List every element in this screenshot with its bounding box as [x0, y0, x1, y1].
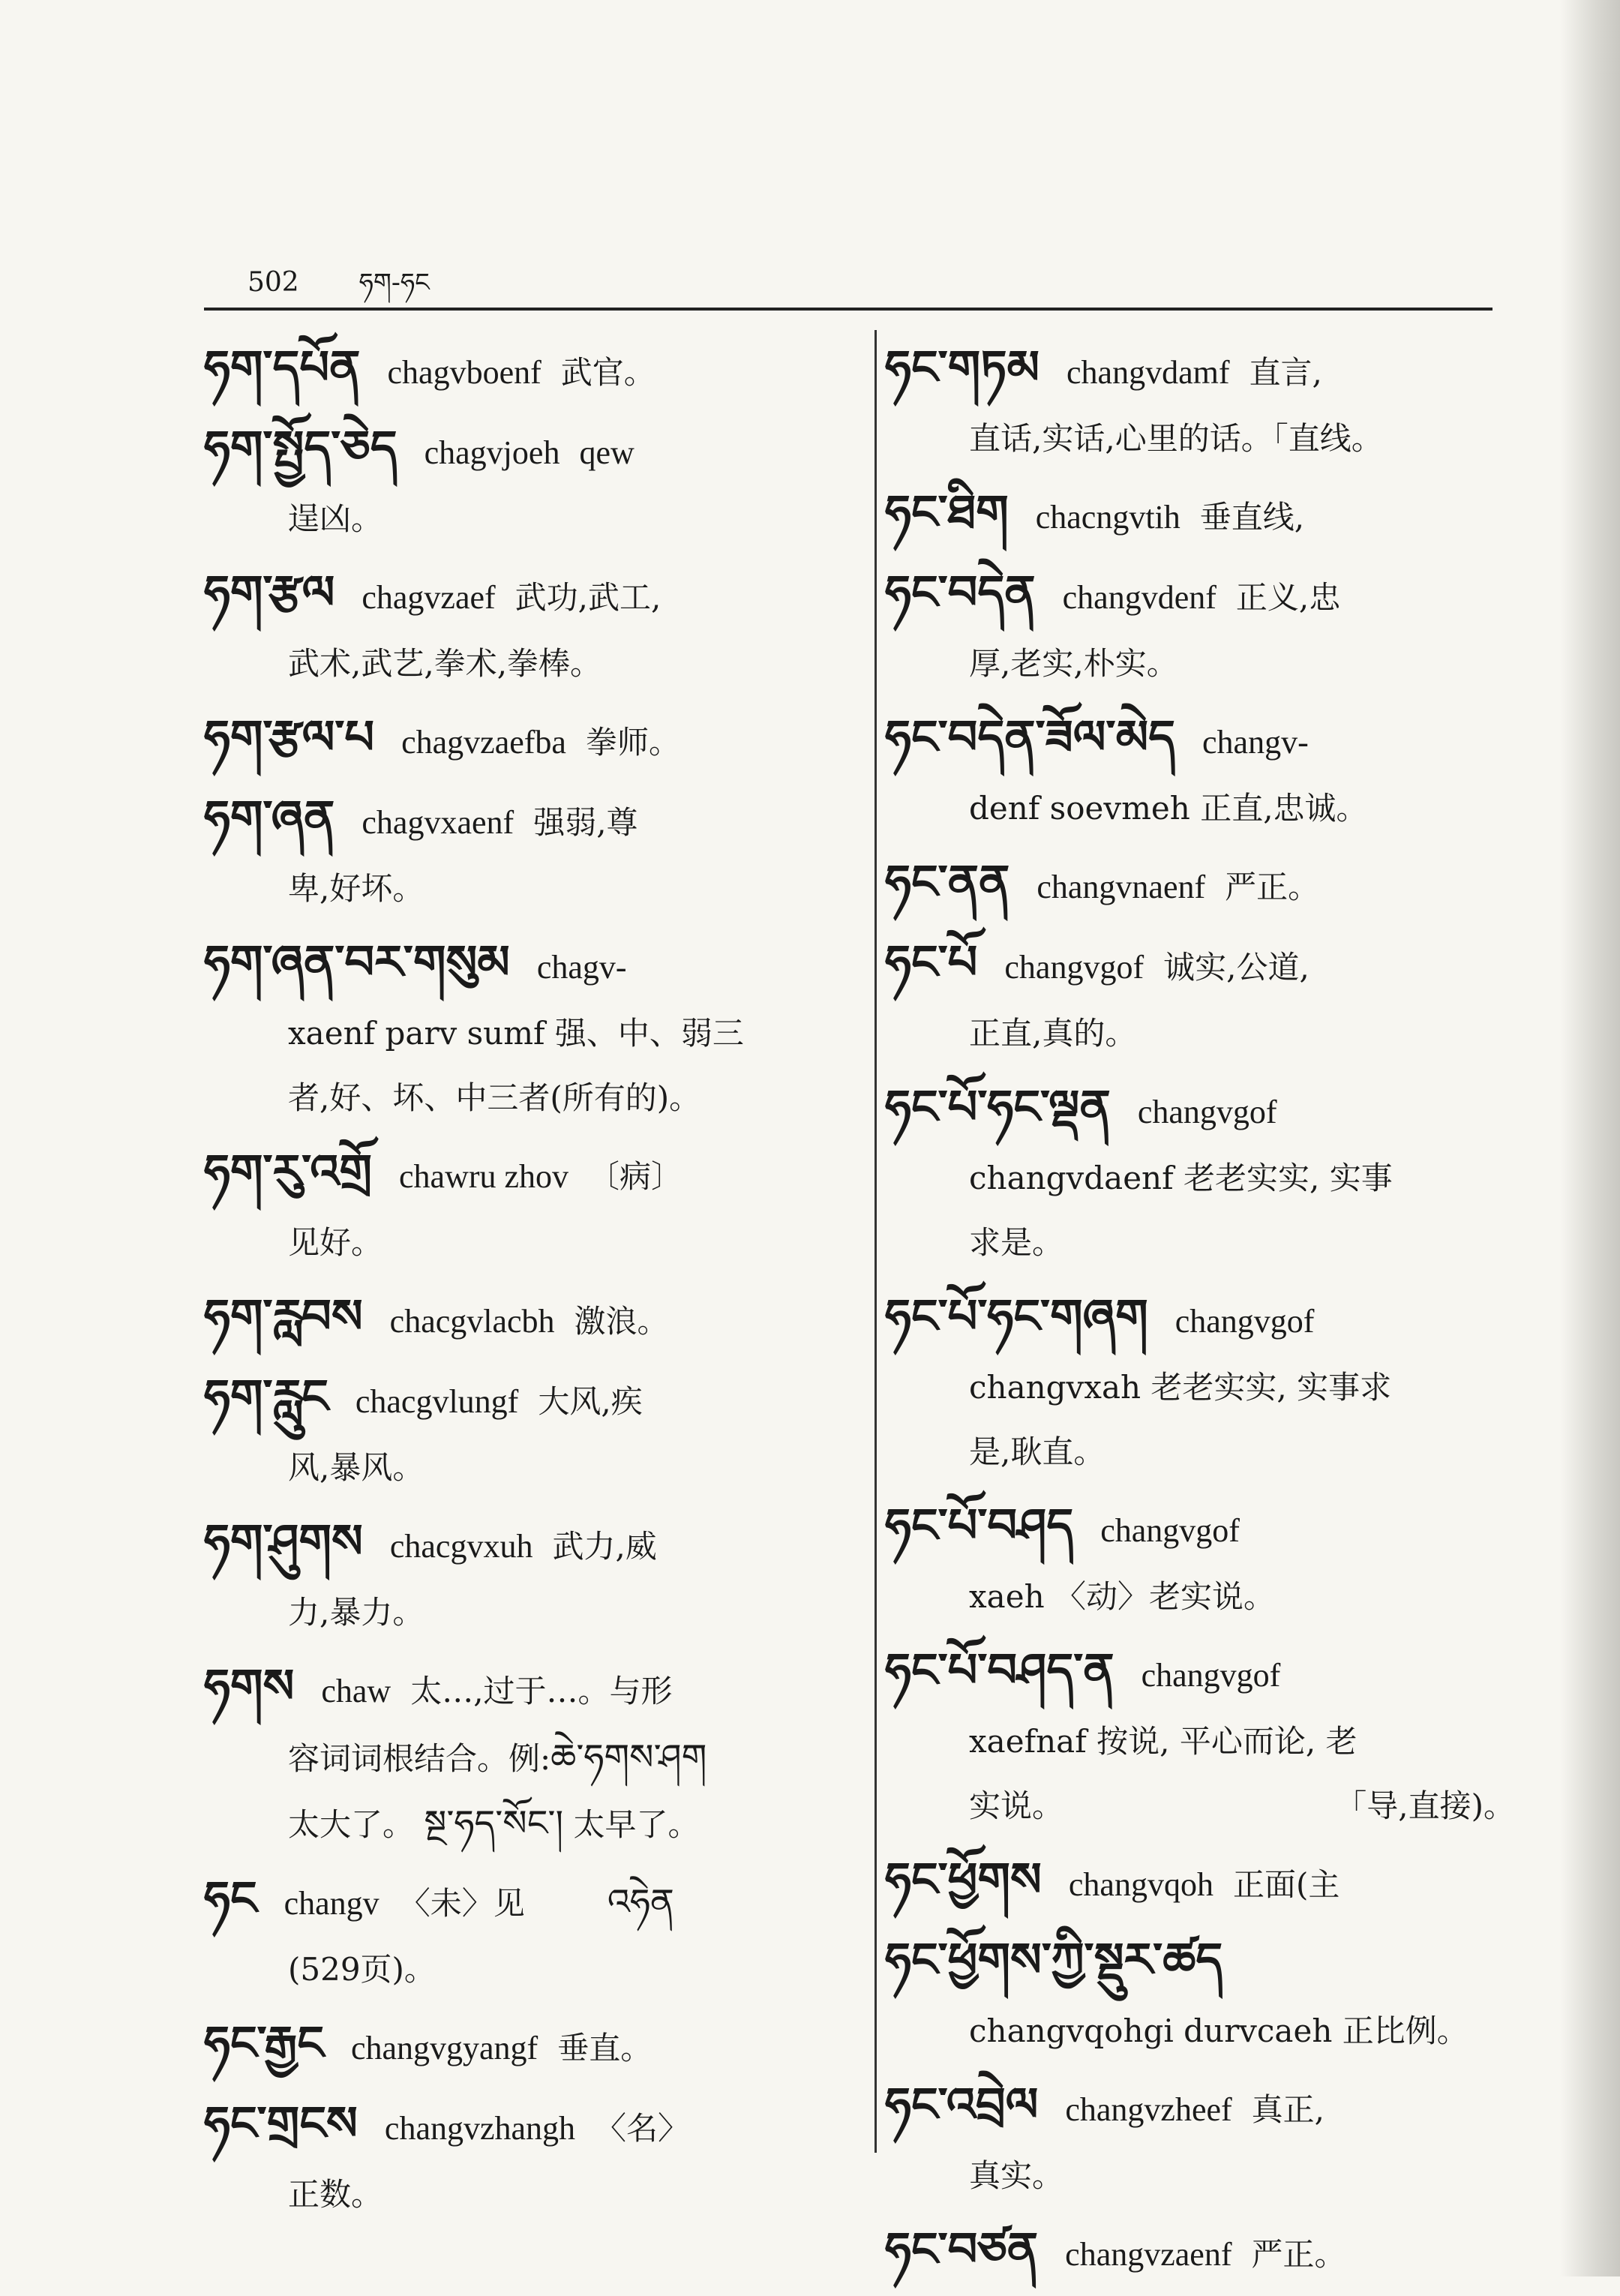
entry-gloss: 真正,: [1251, 2091, 1325, 2128]
entry-romanization: chagvjoeh: [424, 434, 560, 471]
entry-romanization: chagvboenf: [387, 354, 542, 391]
entry-headword: ཧང་པོ་བཤད་ན: [885, 1643, 1114, 1697]
cross-reference-tibetan: འཧེན: [607, 1881, 674, 1923]
dictionary-entry: [885, 1073, 1515, 1275]
entry-gloss: 逞凶。: [288, 500, 383, 537]
dictionary-entry: [885, 1926, 1515, 2063]
entry-gloss: 直话,实话,心里的话。「直线。: [969, 420, 1383, 457]
dictionary-entry: [204, 1283, 856, 1355]
entry-gloss: 卑,好坏。: [288, 870, 424, 907]
dictionary-entry: [204, 1508, 856, 1645]
entry-headword: ཧག་རྩལ: [204, 565, 335, 620]
entry-headword: ཧག་ཞན: [204, 790, 335, 845]
entry-romanization: changvgof: [1141, 1657, 1281, 1694]
scan-edge-shadow: [1560, 0, 1620, 2276]
example-tibetan: ཆེ་ཧགས་ཤག: [550, 1736, 707, 1778]
entry-gloss: xaefnaf 按说, 平心而论, 老: [969, 1723, 1358, 1760]
entry-romanization: changvgof: [1004, 949, 1144, 986]
entry-gloss: 力,暴力。: [288, 1594, 424, 1631]
entry-headword: ཧག་རྩལ་པ: [204, 710, 375, 764]
dictionary-entry: [204, 1652, 856, 1857]
dictionary-entry: [204, 414, 856, 551]
entry-gloss: 正直,真的。: [969, 1015, 1137, 1052]
entry-romanization: changvgof: [1137, 1094, 1277, 1130]
entry-gloss: qew: [579, 434, 634, 471]
dictionary-entry: [204, 784, 856, 921]
entry-gloss: 拳师。: [585, 724, 680, 761]
entry-headword: ཧང་ཕྱོགས: [885, 1852, 1042, 1907]
entry-gloss: 大风,疾: [538, 1383, 643, 1420]
entry-romanization: chagvzaef: [362, 579, 496, 616]
entry-gloss: 严正。: [1225, 869, 1320, 905]
entry-romanization: chawru zhov: [399, 1158, 569, 1195]
entry-gloss: changvxah 老老实实, 实事求: [969, 1369, 1392, 1406]
entry-gloss: 垂直线,: [1199, 499, 1305, 536]
entry-headword: ཧག་སྤྱོད་ཅེད: [204, 420, 398, 475]
entry-gloss: 〈名〉: [595, 2110, 690, 2147]
dictionary-entry: [885, 334, 1515, 471]
entry-gloss: 严正。: [1251, 2236, 1346, 2273]
entry-romanization: changvgof: [1174, 1303, 1315, 1340]
dictionary-entry: [885, 1637, 1515, 1838]
entry-headword: ཧག་རླབས: [204, 1289, 363, 1343]
entry-gloss: 见好。: [288, 1224, 383, 1261]
header-rule: [204, 308, 1492, 311]
entry-headword: ཧང་གཏམ: [885, 340, 1040, 395]
entry-gloss: (529页)。: [288, 1951, 436, 1988]
entry-gloss: 正面(主: [1232, 1866, 1340, 1903]
dictionary-entry: [204, 1138, 856, 1275]
entry-gloss: 「导,直接)。: [1335, 1787, 1515, 1824]
entry-gloss: 厚,老实,朴实。: [969, 645, 1178, 682]
dictionary-entry: [204, 334, 856, 407]
entry-gloss: 武术,武艺,拳术,拳棒。: [288, 645, 602, 682]
entry-headword: ཧང: [204, 1871, 257, 1925]
column-divider: [874, 330, 877, 2153]
entry-romanization: chacgvxuh: [389, 1528, 533, 1565]
dictionary-entry: [885, 1283, 1515, 1484]
entry-romanization: chacngvtih: [1035, 499, 1180, 536]
entry-headword: ཧག་ཤུགས: [204, 1514, 363, 1568]
entry-romanization: chacgvlungf: [355, 1383, 519, 1420]
dictionary-entry: [885, 479, 1515, 551]
entry-gloss: 太…,过于…。与形: [410, 1673, 673, 1709]
entry-romanization: changvdamf: [1066, 354, 1230, 391]
page-header: [248, 254, 430, 299]
entry-gloss: 诚实,公道,: [1163, 949, 1310, 986]
entry-romanization: changvdenf: [1062, 579, 1216, 616]
entry-gloss: 〔病〕: [588, 1158, 683, 1195]
dictionary-entry: [204, 1363, 856, 1500]
entry-headword: ཧག་ཞན་བར་གསུམ: [204, 935, 510, 989]
entry-gloss: 正义,忠: [1235, 579, 1341, 616]
entry-gloss: 真实。: [969, 2157, 1064, 2194]
entry-gloss: 风,暴风。: [288, 1449, 424, 1486]
entry-romanization: changv: [284, 1885, 380, 1922]
entry-gloss: 直言,: [1249, 354, 1322, 391]
entry-headword: ཧང་བདེན: [885, 565, 1036, 620]
entry-headword: ཧང་གྲངས: [204, 2096, 358, 2150]
entry-headword: ཧང་བདེན་ཟོལ་མེད: [885, 710, 1176, 764]
entry-gloss: 正数。: [288, 2176, 383, 2213]
entry-headword: ཧང་ཐིག: [885, 485, 1009, 539]
entry-gloss: changvqohgi durvcaeh 正比例。: [969, 2012, 1468, 2049]
entry-headword: ཧང་བཙན: [885, 2222, 1039, 2276]
entry-gloss: 武官。: [560, 354, 656, 391]
dictionary-entry: [885, 1492, 1515, 1629]
dictionary-entry: [204, 559, 856, 696]
example-tibetan: སྔ་ཧད་སོང་།: [424, 1802, 564, 1844]
dictionary-entry: [885, 2071, 1515, 2208]
dictionary-entry: [204, 2090, 856, 2227]
entry-gloss: 武力,威: [552, 1528, 657, 1565]
dictionary-entry: [885, 559, 1515, 696]
entry-romanization: chagvzaefba: [401, 724, 566, 761]
dictionary-entry: [204, 2009, 856, 2082]
dictionary-entry: [885, 1846, 1515, 1919]
entry-headword: ཧང་པོ་ཧང་གཞག: [885, 1289, 1148, 1343]
entry-headword: ཧགས: [204, 1658, 295, 1713]
entry-gloss: xaeh 〈动〉老实说。: [969, 1578, 1275, 1615]
entry-romanization: changvqoh: [1068, 1866, 1214, 1903]
entry-romanization: chagv-: [536, 949, 627, 986]
entry-gloss: 实说。: [969, 1787, 1064, 1824]
dictionary-entry: [204, 929, 856, 1130]
entry-headword: ཧང་པོ: [885, 935, 978, 989]
entry-gloss: 武功,武工,: [514, 579, 662, 616]
entry-gloss: 垂直。: [557, 2030, 652, 2066]
entry-romanization: chacgvlacbh: [389, 1303, 555, 1340]
entry-gloss: 激浪。: [574, 1303, 669, 1340]
entry-headword: ཧང་ནན: [885, 854, 1010, 909]
entry-romanization: changvgyangf: [350, 2030, 538, 2066]
entry-headword: ཧག་དཔོན: [204, 340, 361, 395]
entry-gloss: 太大了。: [288, 1806, 415, 1843]
entry-headword: ཧག་རླུང: [204, 1369, 328, 1424]
entry-headword: ཧག་རུ་འགྲོ: [204, 1144, 373, 1199]
entry-gloss: 〈未〉见: [398, 1885, 525, 1922]
dictionary-entry: [204, 704, 856, 776]
entry-romanization: changvzheef: [1065, 2091, 1232, 2128]
dictionary-entry: [885, 848, 1515, 921]
entry-romanization: chaw: [321, 1673, 392, 1709]
entry-romanization: changvgof: [1100, 1512, 1240, 1549]
entry-gloss: denf soevmeh 正直,忠诚。: [969, 790, 1368, 827]
page-range: ཧག-ཧང: [358, 268, 430, 298]
page-number: 502: [248, 267, 299, 298]
entry-romanization: changvzhangh: [384, 2110, 576, 2147]
entry-gloss: 太早了。: [573, 1806, 700, 1843]
entry-gloss: 是,耿直。: [969, 1433, 1106, 1470]
entry-gloss: changvdaenf 老老实实, 实事: [969, 1160, 1393, 1196]
entry-romanization: chagvxaenf: [362, 804, 514, 841]
entry-headword: ཧང་འབྲེལ: [885, 2077, 1039, 2132]
entry-headword: ཧང་པོ་ཧང་ལྡན: [885, 1079, 1111, 1134]
right-column: [885, 334, 1515, 2296]
dictionary-entry: [204, 1865, 856, 2002]
dictionary-entry: [885, 2216, 1515, 2288]
entry-gloss: xaenf parv sumf 强、中、弱三: [288, 1015, 744, 1052]
entry-headword: ཧང་རྒྱང: [204, 2015, 324, 2070]
entry-headword: ཧང་ཕྱོགས་ཀྱི་སྡུར་ཚད: [885, 1932, 1223, 1987]
entry-gloss: 者,好、坏、中三者(所有的)。: [288, 1079, 701, 1116]
dictionary-entry: [885, 929, 1515, 1066]
entry-gloss: 容词词根结合。例:: [288, 1740, 551, 1777]
entry-gloss: 求是。: [969, 1224, 1064, 1261]
entry-headword: ཧང་པོ་བཤད: [885, 1498, 1074, 1553]
entry-romanization: changvzaenf: [1065, 2236, 1232, 2273]
dictionary-entry: [885, 704, 1515, 841]
entry-gloss: 强弱,尊: [533, 804, 638, 841]
entry-romanization: changv-: [1202, 724, 1309, 761]
entry-romanization: changvnaenf: [1036, 869, 1206, 905]
left-column: [204, 334, 856, 2234]
